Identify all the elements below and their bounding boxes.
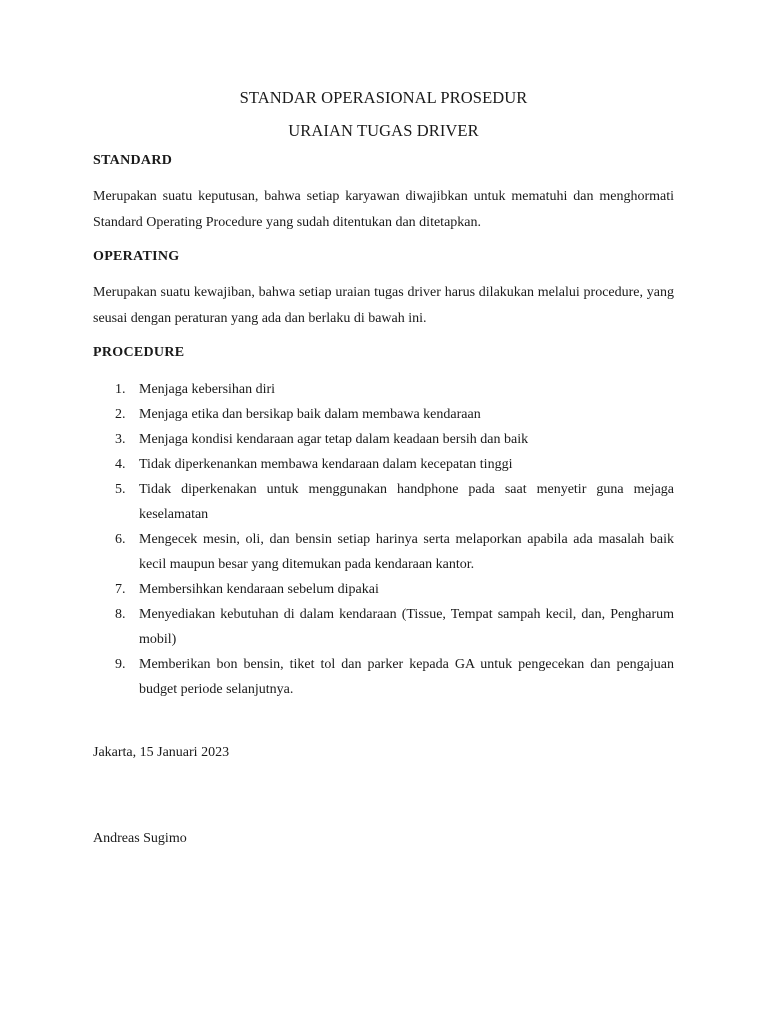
list-item-text: Mengecek mesin, oli, dan bensin setiap harinya serta melaporkan apabila ada masalah baik kecil maupun besar yang ditemukan pada kendaraan kantor.: [139, 532, 674, 572]
list-item-text: Menjaga etika dan bersikap baik dalam membawa kendaraan: [139, 407, 481, 422]
list-item: [93, 427, 674, 452]
document-body: [93, 86, 674, 849]
list-item-text: Tidak diperkenakan untuk menggunakan handphone pada saat menyetir guna mejaga keselamatan: [139, 482, 674, 522]
list-item-number: 2.: [115, 407, 126, 422]
list-item: [93, 452, 674, 477]
section-text-standard: Merupakan suatu keputusan, bahwa setiap karyawan diwajibkan untuk mematuhi dan menghormati Standard Operating Procedure yang sudah ditentukan dan ditetapkan.: [93, 189, 674, 230]
place-date: Jakarta, 15 Januari 2023: [93, 745, 230, 760]
section-heading-procedure: PROCEDURE: [93, 345, 185, 360]
list-item-number: 9.: [115, 657, 126, 672]
list-item: [93, 477, 674, 527]
list-item-number: 3.: [115, 432, 126, 447]
list-item-number: 4.: [115, 457, 126, 472]
list-item-text: Tidak diperkenankan membawa kendaraan dalam kecepatan tinggi: [139, 457, 513, 472]
list-item: [93, 377, 674, 402]
list-item-number: 1.: [115, 382, 126, 397]
list-item: [93, 402, 674, 427]
list-item: [93, 652, 674, 702]
list-item-text: Menjaga kondisi kendaraan agar tetap dalam keadaan bersih dan baik: [139, 432, 529, 447]
list-item-number: 6.: [115, 532, 126, 547]
procedure-list: [93, 377, 674, 702]
list-item-text: Menjaga kebersihan diri: [139, 382, 276, 397]
signer-name: Andreas Sugimo: [93, 831, 187, 846]
list-item: [93, 602, 674, 652]
list-item-text: Memberikan bon bensin, tiket tol dan parker kepada GA untuk pengecekan dan pengajuan budget periode selanjutnya.: [139, 657, 674, 697]
list-item: [93, 577, 674, 602]
list-item: [93, 527, 674, 577]
document-subtitle: URAIAN TUGAS DRIVER: [288, 121, 479, 140]
document-title: STANDAR OPERASIONAL PROSEDUR: [239, 88, 528, 107]
section-text-operating: Merupakan suatu kewajiban, bahwa setiap uraian tugas driver harus dilakukan melalui procedure, yang seusai dengan peraturan yang ada dan berlaku di bawah ini.: [93, 285, 674, 326]
section-heading-operating: OPERATING: [93, 249, 180, 264]
list-item-number: 7.: [115, 582, 126, 597]
list-item-number: 8.: [115, 607, 126, 622]
section-heading-standard: STANDARD: [93, 153, 173, 168]
list-item-number: 5.: [115, 482, 126, 497]
list-item-text: Menyediakan kebutuhan di dalam kendaraan (Tissue, Tempat sampah kecil, dan, Pengharum mobil): [139, 607, 674, 647]
list-item-text: Membersihkan kendaraan sebelum dipakai: [139, 582, 379, 597]
